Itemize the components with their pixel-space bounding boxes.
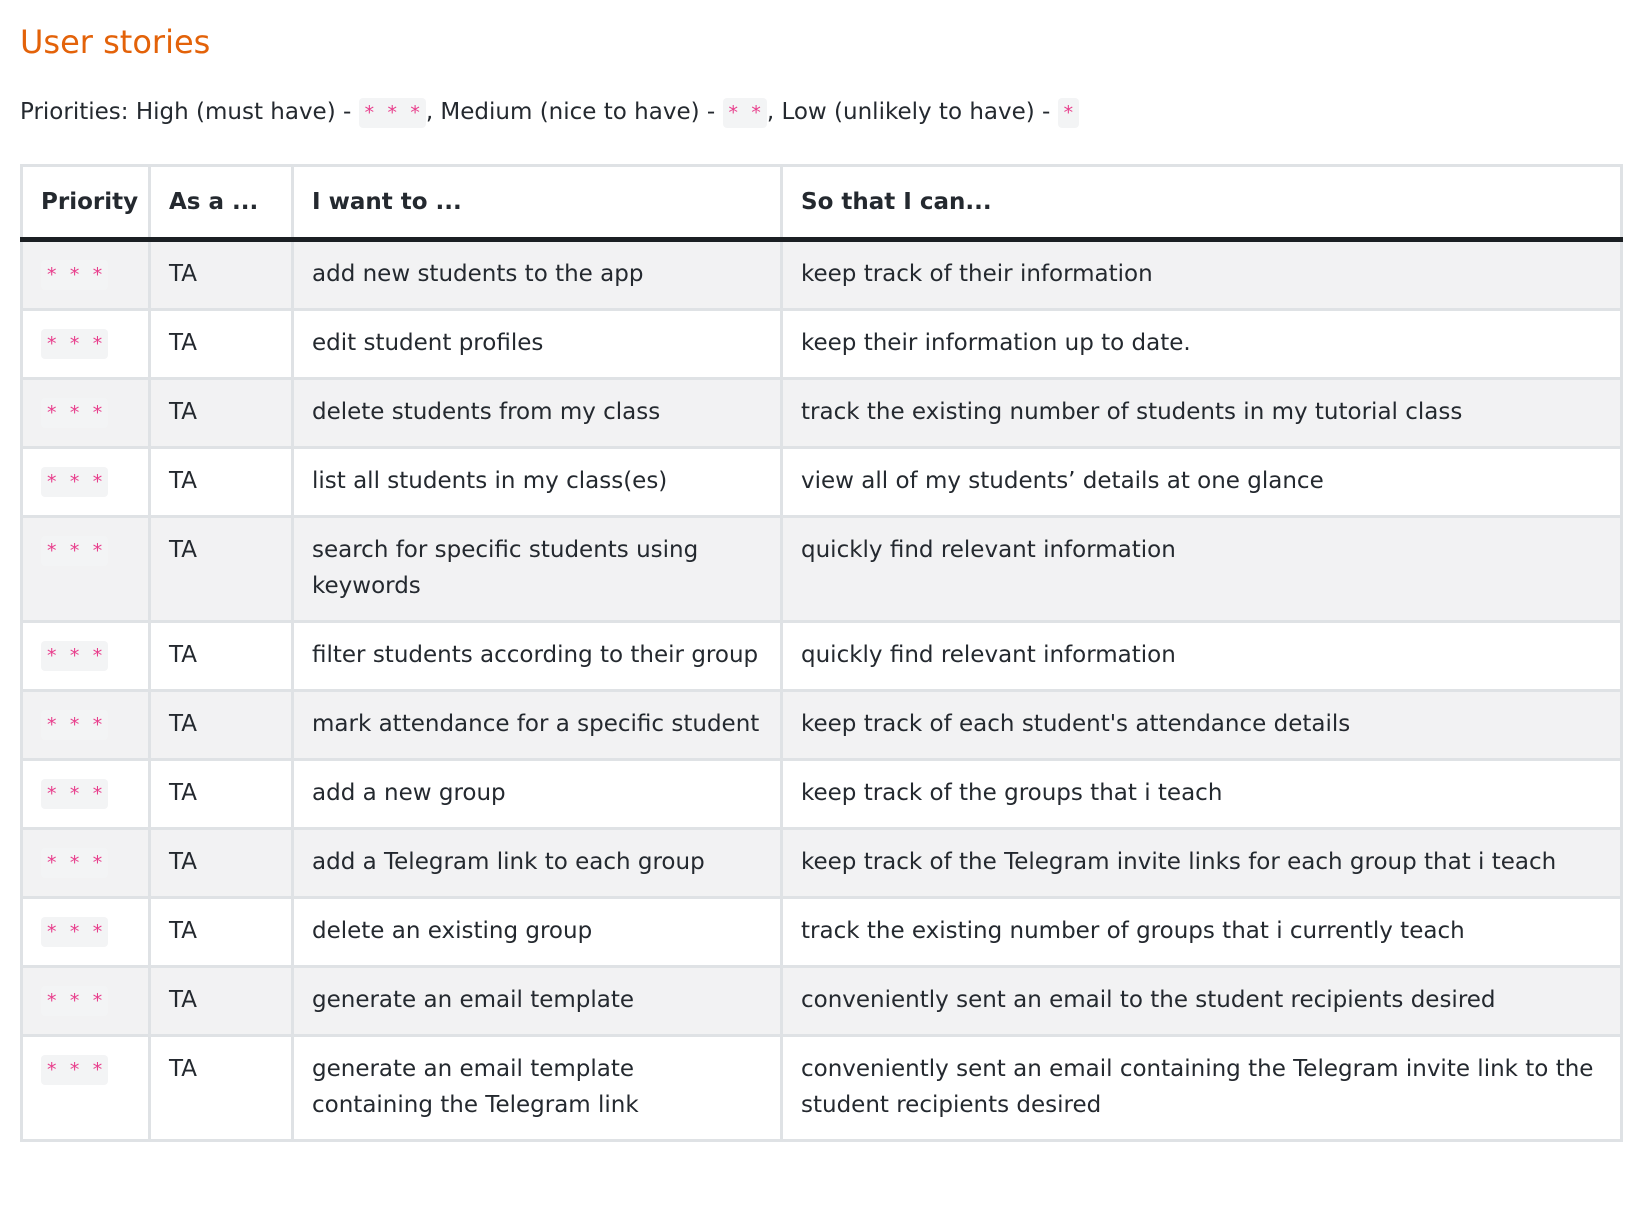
priority-cell xyxy=(22,967,150,1036)
priority-legend xyxy=(20,96,1079,128)
priority-cell xyxy=(22,517,150,622)
want-cell: generate an email template xyxy=(293,967,782,1036)
priority-cell xyxy=(22,240,150,310)
benefit-cell: quickly find relevant information xyxy=(782,622,1622,691)
table-body xyxy=(22,240,1622,1141)
want-cell: add new students to the app xyxy=(293,240,782,310)
benefit-cell: keep track of each student's attendance details xyxy=(782,691,1622,760)
role-cell: TA xyxy=(150,1036,293,1141)
header-want: I want to ... xyxy=(293,166,782,240)
medium-priority-stars: * * xyxy=(723,98,767,128)
header-role: As a ... xyxy=(150,166,293,240)
header-priority: Priority xyxy=(22,166,150,240)
want-cell: add a new group xyxy=(293,760,782,829)
table-row xyxy=(22,517,1622,622)
want-cell: generate an email template containing the Telegram link xyxy=(293,1036,782,1141)
benefit-cell: view all of my students’ details at one glance xyxy=(782,448,1622,517)
want-cell: list all students in my class(es) xyxy=(293,448,782,517)
benefit-cell: keep their information up to date. xyxy=(782,310,1622,379)
table-row xyxy=(22,448,1622,517)
benefit-cell: track the existing number of students in my tutorial class xyxy=(782,379,1622,448)
priority-stars: * * * xyxy=(41,398,108,428)
priority-cell xyxy=(22,829,150,898)
priority-stars: * * * xyxy=(41,986,108,1016)
table-row xyxy=(22,310,1622,379)
priority-cell xyxy=(22,310,150,379)
priority-cell xyxy=(22,622,150,691)
priority-cell xyxy=(22,379,150,448)
benefit-cell: conveniently sent an email containing the Telegram invite link to the student recipients desired xyxy=(782,1036,1622,1141)
benefit-cell: quickly find relevant information xyxy=(782,517,1622,622)
priority-stars: * * * xyxy=(41,917,108,947)
table-row xyxy=(22,240,1622,310)
priority-cell xyxy=(22,760,150,829)
low-priority-stars: * xyxy=(1058,98,1079,128)
role-cell: TA xyxy=(150,448,293,517)
role-cell: TA xyxy=(150,379,293,448)
priority-stars: * * * xyxy=(41,329,108,359)
benefit-cell: keep track of the Telegram invite links for each group that i teach xyxy=(782,829,1622,898)
role-cell: TA xyxy=(150,967,293,1036)
table-row xyxy=(22,1036,1622,1141)
table-row xyxy=(22,967,1622,1036)
table-row xyxy=(22,898,1622,967)
want-cell: delete an existing group xyxy=(293,898,782,967)
priority-stars: * * * xyxy=(41,848,108,878)
priority-cell xyxy=(22,898,150,967)
role-cell: TA xyxy=(150,760,293,829)
want-cell: add a Telegram link to each group xyxy=(293,829,782,898)
priority-stars: * * * xyxy=(41,536,108,566)
legend-medium-text: , Medium (nice to have) - xyxy=(425,99,723,125)
want-cell: delete students from my class xyxy=(293,379,782,448)
role-cell: TA xyxy=(150,622,293,691)
table-row xyxy=(22,622,1622,691)
role-cell: TA xyxy=(150,691,293,760)
user-stories-table xyxy=(20,164,1623,1142)
table-header-row xyxy=(22,166,1622,240)
table-row xyxy=(22,760,1622,829)
priority-stars: * * * xyxy=(41,1055,108,1085)
priority-stars: * * * xyxy=(41,779,108,809)
header-benefit: So that I can... xyxy=(782,166,1622,240)
benefit-cell: track the existing number of groups that i currently teach xyxy=(782,898,1622,967)
table-row xyxy=(22,379,1622,448)
want-cell: mark attendance for a specific student xyxy=(293,691,782,760)
benefit-cell: conveniently sent an email to the student recipients desired xyxy=(782,967,1622,1036)
user-stories-table-wrapper xyxy=(20,164,1620,1142)
priority-cell xyxy=(22,691,150,760)
page-title: User stories xyxy=(20,23,211,61)
role-cell: TA xyxy=(150,829,293,898)
want-cell: filter students according to their group xyxy=(293,622,782,691)
role-cell: TA xyxy=(150,898,293,967)
priority-stars: * * * xyxy=(41,467,108,497)
benefit-cell: keep track of the groups that i teach xyxy=(782,760,1622,829)
priority-stars: * * * xyxy=(41,710,108,740)
priority-stars: * * * xyxy=(41,641,108,671)
table-row xyxy=(22,829,1622,898)
priority-cell xyxy=(22,1036,150,1141)
want-cell: edit student profiles xyxy=(293,310,782,379)
legend-prefix: Priorities: High (must have) - xyxy=(20,99,359,125)
role-cell: TA xyxy=(150,310,293,379)
table-row xyxy=(22,691,1622,760)
high-priority-stars: * * * xyxy=(359,98,426,128)
want-cell: search for specific students using keywords xyxy=(293,517,782,622)
legend-low-text: , Low (unlikely to have) - xyxy=(766,99,1058,125)
priority-cell xyxy=(22,448,150,517)
role-cell: TA xyxy=(150,517,293,622)
role-cell: TA xyxy=(150,240,293,310)
benefit-cell: keep track of their information xyxy=(782,240,1622,310)
priority-stars: * * * xyxy=(41,260,108,290)
